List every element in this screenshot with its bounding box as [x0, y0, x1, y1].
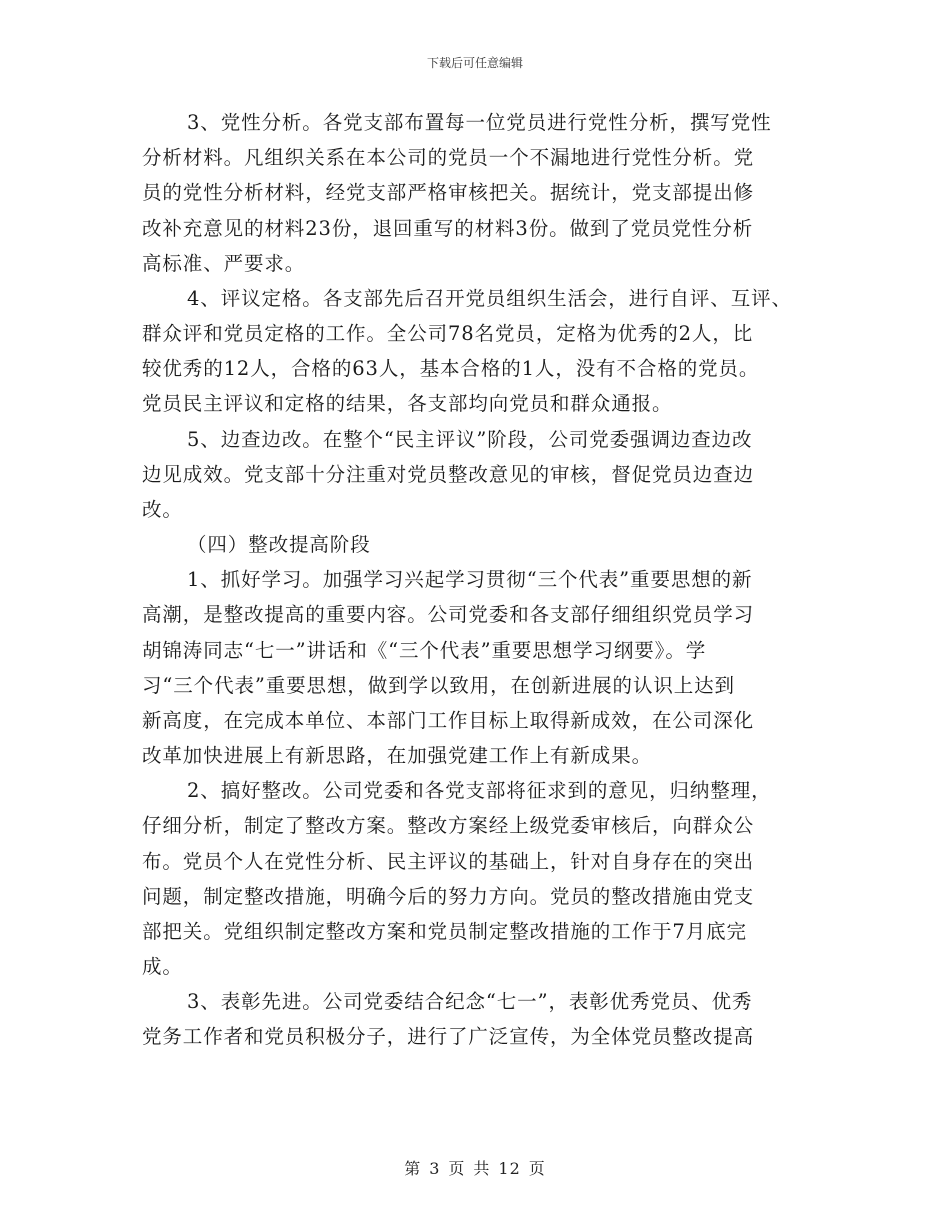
- total-label: 共: [473, 1159, 491, 1178]
- text-line: 新高度，在完成本单位、本部门工作目标上取得新成效，在公司深化: [142, 709, 755, 732]
- page-header: 下载后可任意编辑: [426, 56, 523, 70]
- text-line: 习“三个代表”重要思想，做到学以致用，在创新进展的认识上达到: [142, 674, 735, 697]
- text-line: 3、党性分析。各党支部布置每一位党员进行党性分析，撰写党性: [187, 111, 772, 134]
- text-line: 1、抓好学习。加强学习兴起学习贯彻“三个代表”重要思想的新: [187, 568, 753, 591]
- text-line: 胡锦涛同志“七一”讲话和《“三个代表”重要思想学习纲要》。学: [142, 639, 707, 662]
- text-line: 问题，制定整改措施，明确今后的努力方向。党员的整改措施由党支: [142, 885, 755, 908]
- text-line: 5、边查边改。在整个“民主评议”阶段，公司党委强调边查边改: [187, 428, 753, 451]
- text-line: 群众评和党员定格的工作。全公司78名党员，定格为优秀的2人，比: [142, 322, 754, 345]
- page-number: 3: [429, 1159, 441, 1178]
- total-pages: 12: [498, 1159, 521, 1178]
- text-line: 改革加快进展上有新思路，在加强党建工作上有新成果。: [142, 744, 653, 767]
- text-line: 布。党员个人在党性分析、民主评议的基础上，针对自身存在的突出: [142, 850, 755, 873]
- page-label: 第: [404, 1159, 422, 1178]
- text-line: 2、搞好整改。公司党委和各党支部将征求到的意见，归纳整理，: [187, 779, 772, 802]
- text-line: 党员民主评议和定格的结果，各支部均向党员和群众通报。: [142, 392, 673, 415]
- text-line: 改。: [142, 498, 183, 521]
- text-line: 较优秀的12人，合格的63人，基本合格的1人，没有不合格的党员。: [142, 357, 760, 380]
- text-line: 仔细分析，制定了整改方案。整改方案经上级党委审核后，向群众公: [142, 814, 755, 837]
- section-heading: （四）整改提高阶段: [187, 533, 371, 556]
- text-line: 高潮，是整改提高的重要内容。公司党委和各支部仔细组织党员学习: [142, 603, 755, 626]
- text-line: 边见成效。党支部十分注重对党员整改意见的审核，督促党员边查边: [142, 463, 755, 486]
- text-line: 3、表彰先进。公司党委结合纪念“七一”，表彰优秀党员、优秀: [187, 990, 753, 1013]
- text-line: 党务工作者和党员积极分子，进行了广泛宣传，为全体党员整改提高: [142, 1025, 755, 1048]
- text-line: 改补充意见的材料23份，退回重写的材料3份。做到了党员党性分析: [142, 217, 754, 240]
- page-unit: 页: [448, 1159, 466, 1178]
- text-line: 员的党性分析材料，经党支部严格审核把关。据统计，党支部提出修: [142, 181, 755, 204]
- text-line: 高标准、严要求。: [142, 252, 306, 275]
- text-line: 部把关。党组织制定整改方案和党员制定整改措施的工作于7月底完: [142, 920, 747, 943]
- text-line: 分析材料。凡组织关系在本公司的党员一个不漏地进行党性分析。党: [142, 146, 755, 169]
- page-footer: [0, 1156, 950, 1179]
- text-line: 4、评议定格。各支部先后召开党员组织生活会，进行自评、互评、: [187, 287, 792, 310]
- text-line: 成。: [142, 955, 183, 978]
- total-unit: 页: [528, 1159, 546, 1178]
